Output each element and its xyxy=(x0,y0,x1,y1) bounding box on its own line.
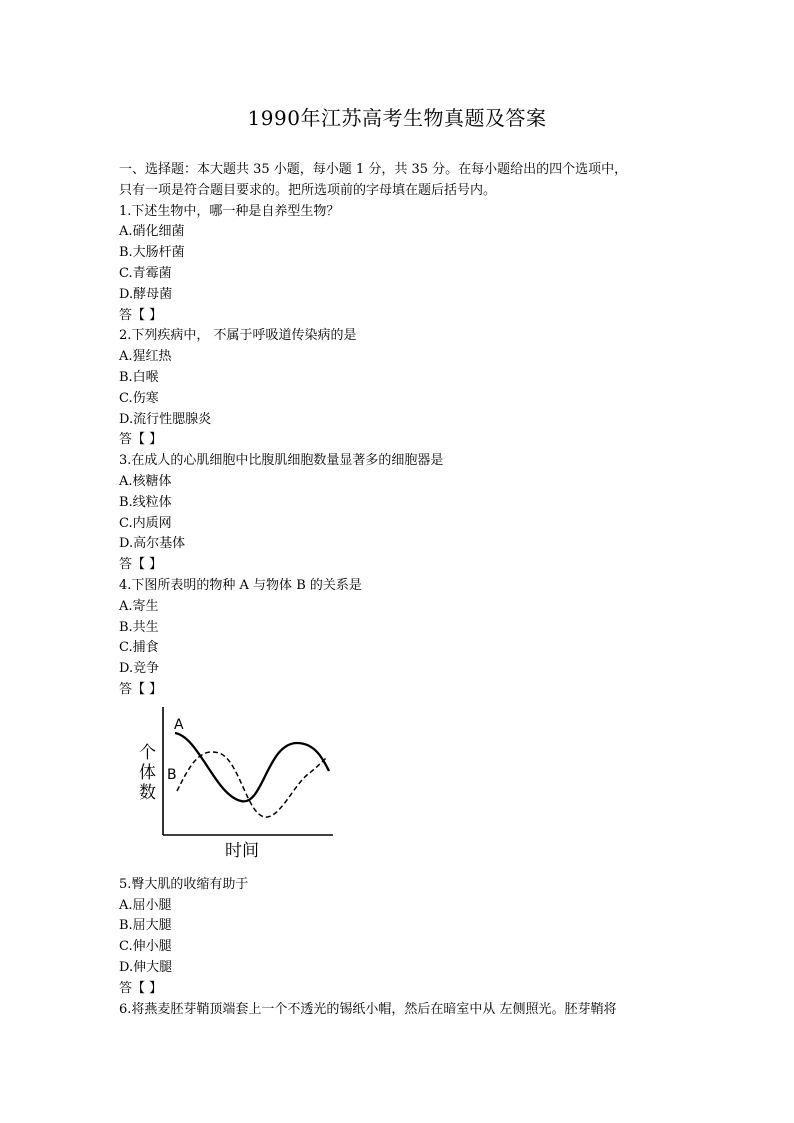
option-c: C.青霉菌 xyxy=(119,265,172,281)
option-b: B.线粒体 xyxy=(119,494,172,510)
option-a: A.核糖体 xyxy=(119,473,172,489)
option-d: D.竞争 xyxy=(119,661,160,677)
option-c: C.伤寒 xyxy=(119,390,159,406)
option-b: B.大肠杆菌 xyxy=(119,245,185,261)
answer-bracket: 答【 】 xyxy=(119,980,163,996)
intro-line: 一、选择题：本大题共 35 小题，每小题 1 分，共 35 分。在每小题给出的四个选项中， xyxy=(119,162,628,177)
question-stem: 2.下列疾病中， 不属于呼吸道传染病的是 xyxy=(119,328,357,344)
option-d: D.酵母菌 xyxy=(119,286,173,302)
population-figure xyxy=(133,707,363,867)
document-body xyxy=(119,160,679,1020)
option-d: D.伸大腿 xyxy=(119,959,173,975)
option-a: A.猩红热 xyxy=(119,349,172,365)
page-title: 1990年江苏高考生物真题及答案 xyxy=(247,106,547,130)
question-stem: 5.臀大肌的收缩有助于 xyxy=(119,876,249,892)
option-d: D.流行性腮腺炎 xyxy=(119,411,212,427)
option-b: B.屈大腿 xyxy=(119,918,172,934)
option-d: D.高尔基体 xyxy=(119,536,186,552)
answer-bracket: 答【 】 xyxy=(119,557,163,573)
option-b: B.白喉 xyxy=(119,369,159,385)
question-2 xyxy=(119,326,679,451)
answer-bracket: 答【 】 xyxy=(119,307,163,323)
option-c: C.捕食 xyxy=(119,640,159,656)
answer-bracket: 答【 】 xyxy=(119,432,163,448)
option-a: A.屈小腿 xyxy=(119,897,172,913)
species-b-curve xyxy=(177,752,327,817)
question-stem: 1.下述生物中，哪一种是自养型生物？ xyxy=(119,203,340,219)
question-5 xyxy=(119,875,679,1000)
curve-label-b: B xyxy=(167,766,177,783)
question-stem: 6.将燕麦胚芽鞘顶端套上一个不透光的锡纸小帽，然后在暗室中从 左侧照光。胚芽鞘将 xyxy=(119,1001,617,1017)
option-a: A.寄生 xyxy=(119,598,159,614)
question-4 xyxy=(119,576,679,701)
answer-bracket: 答【 】 xyxy=(119,681,163,697)
option-c: C.伸小腿 xyxy=(119,939,172,955)
question-6 xyxy=(119,1000,679,1021)
y-axis-label: 个体数 xyxy=(139,742,156,803)
option-c: C.内质网 xyxy=(119,515,172,531)
intro-line: 只有一项是符合题目要求的。把所选项前的字母填在题后括号内。 xyxy=(119,182,497,198)
species-a-curve xyxy=(175,733,329,801)
question-3 xyxy=(119,451,679,576)
curve-label-a: A xyxy=(174,716,184,733)
option-a: A.硝化细菌 xyxy=(119,224,185,240)
option-b: B.共生 xyxy=(119,619,159,635)
x-axis-label: 时间 xyxy=(225,840,259,861)
question-stem: 4.下图所表明的物种 A 与物体 B 的关系是 xyxy=(119,577,362,593)
question-stem: 3.在成人的心肌细胞中比腹肌细胞数量显著多的细胞器是 xyxy=(119,453,444,469)
question-1 xyxy=(119,202,679,327)
